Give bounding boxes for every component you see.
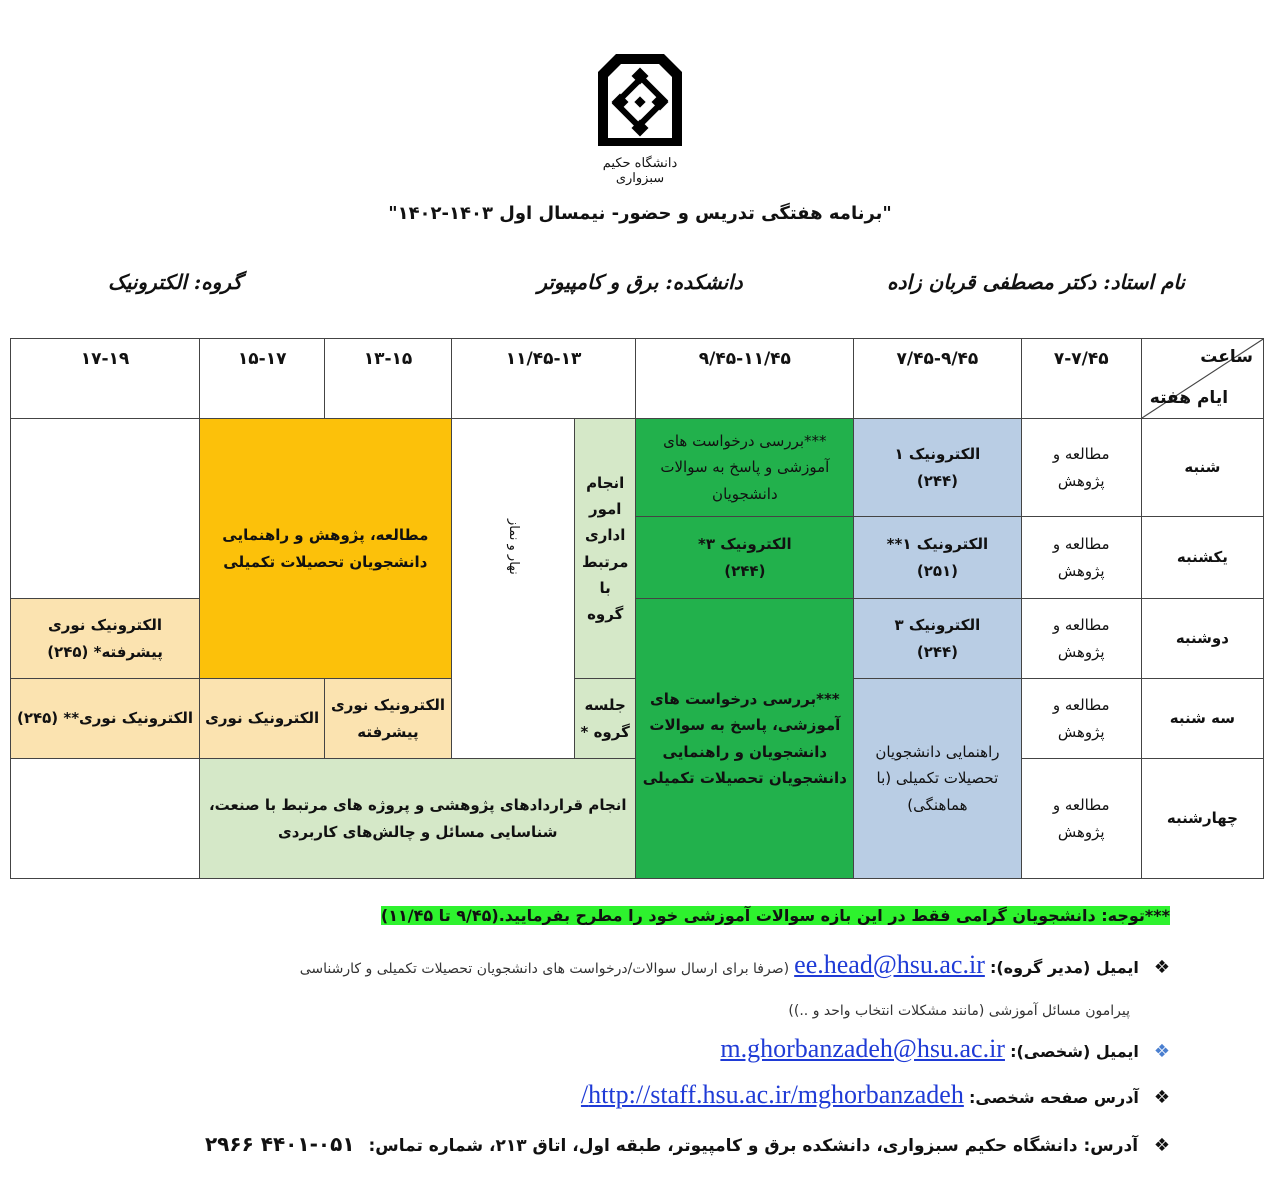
class-name: الکترونیک ۳* (698, 535, 792, 554)
class-room: (۲۴۴) (916, 471, 959, 490)
time-header: ۷/۴۵-۹/۴۵ (854, 339, 1021, 419)
time-header: ۱۵-۱۷ (200, 339, 325, 419)
admin-cell: انجام امور اداری مرتبط با گروه (574, 419, 636, 679)
email-head-desc-line2 (788, 1000, 1130, 1019)
study-cell (1021, 759, 1141, 879)
office-hours-cell: ***بررسی درخواست های آموزشی، پاسخ به سوالات دانشجویان و راهنمایی دانشجویان تحصیلات تکمیلی (636, 599, 854, 879)
attention-note (381, 906, 1170, 925)
empty-cell (11, 419, 200, 599)
class-room: (۲۴۴) (724, 561, 766, 580)
homepage-label: آدرس صفحه شخصی: (968, 1088, 1139, 1107)
study-text: مطالعه و (1052, 616, 1110, 635)
class-cell: الکترونیک نوری (200, 679, 325, 759)
attention-text: ***توجه: دانشجویان گرامی فقط در این بازه سوالات آموزشی خود را مطرح بفرمایید.(۹/۴۵ تا ۱۱/۴۵) (380, 906, 1170, 925)
study-cell (1021, 599, 1141, 679)
class-name: الکترونیک ۳ (894, 616, 981, 635)
time-header: ۱۷-۱۹ (11, 339, 200, 419)
phone-number: ۰۵۱-۴۴۰۱ ۲۹۶۶ (204, 1132, 355, 1156)
study-text: مطالعه و (1052, 445, 1110, 464)
study-text: پژوهش (1057, 822, 1105, 841)
class-cell (854, 419, 1021, 517)
empty-cell (11, 759, 200, 879)
class-cell: الکترونیک نوری پیشرفته* (۲۴۵) (11, 599, 200, 679)
lunch-break-cell (451, 419, 574, 759)
day-label: سه شنبه (1141, 679, 1263, 759)
supervision-cell: راهنمایی دانشجویان تحصیلات تکمیلی (با هماهنگی) (854, 679, 1021, 879)
teacher-name: نام استاد: دکتر مصطفی قربان زاده (887, 270, 1185, 294)
class-cell: الکترونیک نوری** (۲۴۵) (11, 679, 200, 759)
email-personal-line (720, 1034, 1170, 1064)
class-name: الکترونیک ۱ (894, 445, 981, 464)
university-logo-text: دانشگاه حکیم سبزواری (602, 156, 678, 186)
class-cell (854, 599, 1021, 679)
homepage-line (581, 1080, 1170, 1110)
email-head-line (300, 950, 1170, 980)
class-cell (854, 517, 1021, 599)
lunch-break-text: نهار و نماز (506, 519, 522, 575)
study-cell (1021, 419, 1141, 517)
day-label: دوشنبه (1141, 599, 1263, 679)
address-line (205, 1132, 1170, 1156)
university-emblem-icon (590, 50, 690, 148)
corner-time-label: ساعت (1200, 347, 1253, 367)
time-header: ۱۳-۱۵ (325, 339, 451, 419)
time-header: ۹/۴۵-۱۱/۴۵ (636, 339, 854, 419)
study-cell (1021, 679, 1141, 759)
page-title: "برنامه هفتگی تدریس و حضور- نیمسال اول ۱۴۰۳-۱۴۰۲" (388, 203, 892, 224)
group-name: گروه: الکترونیک (108, 270, 242, 294)
study-text: مطالعه و (1052, 535, 1110, 554)
homepage-link[interactable]: http://staff.hsu.ac.ir/mghorbanzadeh/ (580, 1080, 964, 1109)
study-text: پژوهش (1057, 561, 1105, 580)
office-hours-cell: ***بررسی درخواست های آموزشی و پاسخ به سوالات دانشجویان (636, 419, 854, 517)
class-name: الکترونیک ۱** (886, 535, 989, 554)
study-text: مطالعه و (1052, 796, 1110, 815)
contracts-cell: انجام قراردادهای پژوهشی و پروژه های مرتبط با صنعت، شناسایی مسائل و چالش‌های کاربردی (200, 759, 636, 879)
meeting-cell: جلسه گروه * (574, 679, 636, 759)
study-text: مطالعه و (1052, 696, 1110, 715)
diamond-bullet-icon: ❖ (1153, 957, 1170, 978)
email-personal-label: ایمیل (شخصی): (1010, 1042, 1139, 1061)
university-logo (590, 50, 690, 185)
study-text: پژوهش (1057, 471, 1105, 490)
email-personal-link[interactable]: m.ghorbanzadeh@hsu.ac.ir (720, 1034, 1005, 1063)
diamond-bullet-icon: ❖ (1153, 1135, 1170, 1156)
time-header: ۷-۷/۴۵ (1021, 339, 1141, 419)
study-cell (1021, 517, 1141, 599)
email-head-description-2: پیرامون مسائل آموزشی (مانند مشکلات انتخاب واحد و ..)) (788, 1003, 1130, 1019)
class-cell (636, 517, 854, 599)
address-text: آدرس: دانشگاه حکیم سبزواری، دانشکده برق و کامپیوتر، طبقه اول، اتاق ۲۱۳، شماره تماس: (368, 1136, 1139, 1156)
table-corner-header (1141, 339, 1263, 419)
schedule-table (10, 338, 1264, 879)
research-cell: مطالعه، پژوهش و راهنمایی دانشجویان تحصیلات تکمیلی (200, 419, 452, 679)
class-cell: الکترونیک نوری پیشرفته (325, 679, 451, 759)
faculty-name: دانشکده: برق و کامپیوتر (537, 270, 743, 294)
day-label: یکشنبه (1141, 517, 1263, 599)
email-head-description: (صرفا برای ارسال سوالات/درخواست های دانشجویان تحصیلات تکمیلی و کارشناسی (299, 961, 790, 977)
class-room: (۲۵۱) (916, 561, 959, 580)
corner-days-label: ایام هفته (1149, 388, 1229, 409)
time-header: ۱۱/۴۵-۱۳ (451, 339, 636, 419)
study-text: پژوهش (1057, 642, 1105, 661)
diamond-bullet-icon: ❖ (1153, 1087, 1170, 1108)
diamond-bullet-icon: ❖ (1153, 1041, 1170, 1062)
email-head-link[interactable]: ee.head@hsu.ac.ir (794, 950, 985, 979)
email-head-label: ایمیل (مدیر گروه): (989, 958, 1139, 977)
study-text: پژوهش (1057, 722, 1105, 741)
class-room: (۲۴۴) (916, 642, 959, 661)
day-label: شنبه (1141, 419, 1263, 517)
day-label: چهارشنبه (1141, 759, 1263, 879)
